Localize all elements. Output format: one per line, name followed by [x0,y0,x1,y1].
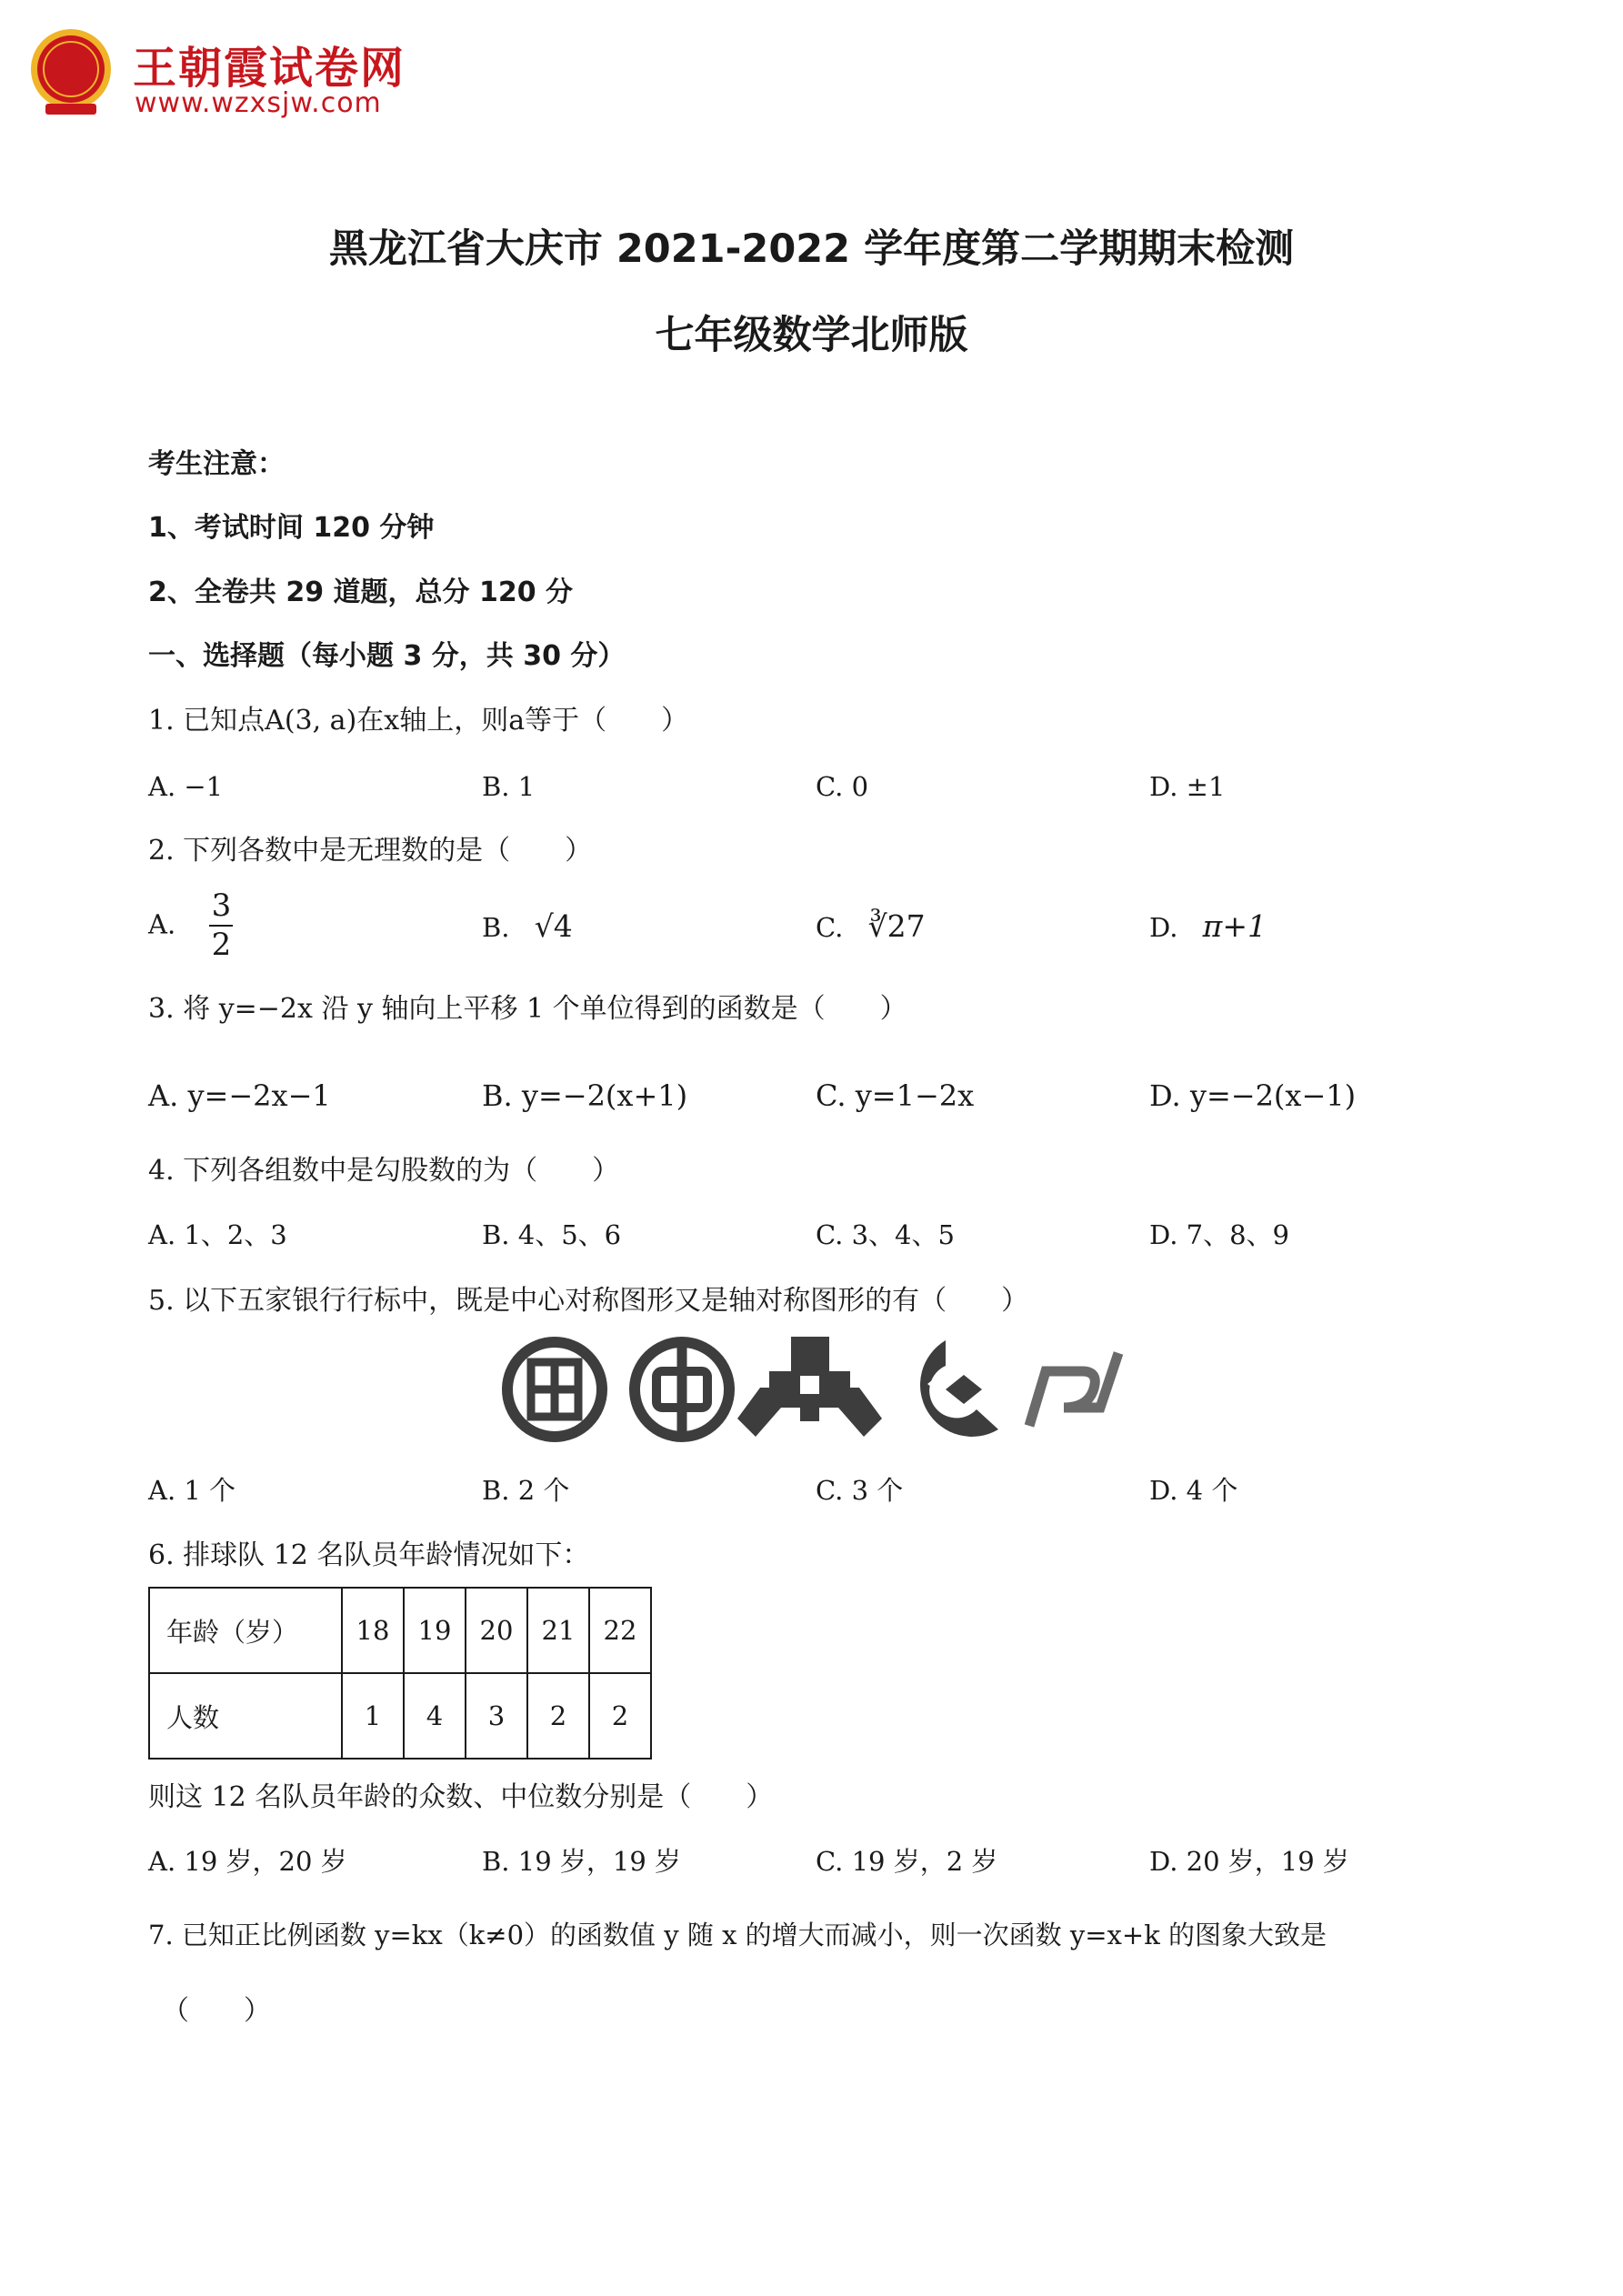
table-header-age: 年龄（岁） [149,1588,342,1673]
q4-option-a[interactable]: A. 1、2、3 [148,1219,287,1250]
site-url[interactable]: www.wzxsjw.com [135,87,382,119]
table-row [149,1588,651,1673]
table-cell: 18 [342,1588,404,1673]
table-cell: 3 [466,1673,527,1759]
q1-stem: 1. 已知点A(3, a)在x轴上，则a等于（ ） [148,705,689,737]
notice-item-1: 1、考试时间 120 分钟 [148,512,435,544]
q7-answer-paren: （ ） [162,1995,271,2027]
q2-option-b-label: B. [482,912,510,943]
q4-option-c[interactable]: C. 3、4、5 [816,1219,955,1250]
q1-option-a[interactable]: A. −1 [148,771,224,802]
table-row [149,1673,651,1759]
q6-option-a[interactable]: A. 19 岁，20 岁 [148,1846,347,1877]
q2-option-b[interactable] [482,908,573,944]
q3-option-b[interactable]: B. y=−2(x+1) [482,1078,688,1113]
q6-option-b[interactable]: B. 19 岁，19 岁 [482,1846,681,1877]
bank-logo-ccb-icon [920,1340,998,1437]
q2-option-d[interactable] [1149,908,1267,944]
site-logo [25,25,444,125]
q5-option-d[interactable]: D. 4 个 [1149,1475,1238,1506]
table-cell: 20 [466,1588,527,1673]
q4-option-b[interactable]: B. 4、5、6 [482,1219,622,1250]
table-cell: 19 [404,1588,466,1673]
q2-option-d-label: D. [1149,912,1178,943]
table-cell: 21 [527,1588,589,1673]
q2-option-c[interactable] [816,908,926,944]
q3-stem: 3. 将 y=−2x 沿 y 轴向上平移 1 个单位得到的函数是（ ） [148,993,907,1025]
q5-option-c[interactable]: C. 3 个 [816,1475,904,1506]
site-name: 王朝霞试卷网 [133,43,406,94]
q1-option-c[interactable]: C. 0 [816,771,869,802]
q7-stem: 7. 已知正比例函数 y=kx（k≠0）的函数值 y 随 x 的增大而减小，则一次函数 y=x+k 的图象大致是 [148,1920,1327,1950]
seal-icon [25,25,116,116]
q4-option-d[interactable]: D. 7、8、9 [1149,1219,1290,1250]
q6-option-c[interactable]: C. 19 岁，2 岁 [816,1846,998,1877]
table-cell: 1 [342,1673,404,1759]
bank-logo-boc-icon [635,1342,729,1437]
q4-stem: 4. 下列各组数中是勾股数的为（ ） [148,1155,620,1187]
bank-logo-abc-icon [737,1337,882,1437]
q5-option-b[interactable]: B. 2 个 [482,1475,570,1506]
q2-option-c-value: ∛27 [867,908,926,944]
q1-option-d[interactable]: D. ±1 [1149,771,1226,802]
notice-heading: 考生注意： [148,448,285,480]
q2-option-a[interactable] [148,889,233,963]
q6-follow: 则这 12 名队员年龄的众数、中位数分别是（ ） [148,1781,774,1813]
section-heading: 一、选择题（每小题 3 分，共 30 分） [148,640,626,672]
exam-subtitle: 七年级数学北师版 [655,313,968,358]
bank-logo-spdb-icon [1029,1353,1118,1426]
table-header-count: 人数 [149,1673,342,1759]
q2-option-b-value: √4 [534,908,573,944]
q3-option-c[interactable]: C. y=1−2x [816,1078,975,1113]
q3-option-a[interactable]: A. y=−2x−1 [148,1078,331,1113]
q2-option-c-label: C. [816,912,844,943]
table-cell: 4 [404,1673,466,1759]
fraction-numerator: 3 [211,887,232,924]
q6-option-d[interactable]: D. 20 岁，19 岁 [1149,1846,1349,1877]
table-cell: 2 [527,1673,589,1759]
q1-option-b[interactable]: B. 1 [482,771,536,802]
q5-stem: 5. 以下五家银行行标中，既是中心对称图形又是轴对称图形的有（ ） [148,1285,1029,1317]
bank-logo-icbc-icon [507,1342,602,1437]
exam-title: 黑龙江省大庆市 2021-2022 学年度第二学期期末检测 [328,226,1295,272]
q2-stem: 2. 下列各数中是无理数的是（ ） [148,835,593,867]
table-cell: 2 [589,1673,651,1759]
age-table [148,1587,652,1760]
q2-option-d-value: π+1 [1202,908,1267,944]
fraction [209,889,233,963]
q6-stem: 6. 排球队 12 名队员年龄情况如下： [148,1539,590,1571]
q5-option-a[interactable]: A. 1 个 [148,1475,236,1506]
q2-option-a-label: A. [148,908,176,940]
notice-item-2: 2、全卷共 29 道题，总分 120 分 [148,577,574,608]
bank-logos [500,1335,1127,1444]
table-cell: 22 [589,1588,651,1673]
q3-option-d[interactable]: D. y=−2(x−1) [1149,1078,1357,1113]
fraction-denominator: 2 [211,927,232,964]
